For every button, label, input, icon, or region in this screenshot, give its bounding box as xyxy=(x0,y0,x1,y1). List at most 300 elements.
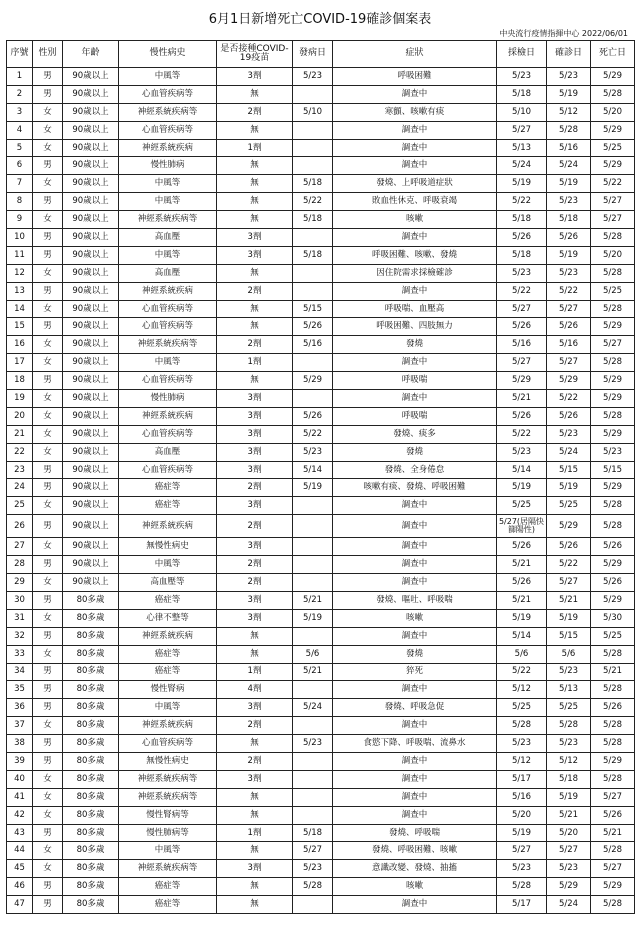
cell-death-date: 5/29 xyxy=(591,591,635,609)
cell-vaccine: 3劑 xyxy=(217,699,293,717)
cell-confirm-date: 5/19 xyxy=(547,246,591,264)
cell-confirm-date: 5/28 xyxy=(547,717,591,735)
cell-onset xyxy=(293,139,333,157)
cell-confirm-date: 5/18 xyxy=(547,770,591,788)
table-row xyxy=(7,461,635,479)
cell-age: 80多歲 xyxy=(63,752,119,770)
cell-test-date: 5/21 xyxy=(497,591,547,609)
cell-death-date: 5/29 xyxy=(591,157,635,175)
cell-onset xyxy=(293,770,333,788)
cell-symptoms: 調查中 xyxy=(333,139,497,157)
cell-vaccine: 無 xyxy=(217,372,293,390)
cell-symptoms: 調查中 xyxy=(333,390,497,408)
cell-test-date: 5/20 xyxy=(497,806,547,824)
table-row xyxy=(7,139,635,157)
cell-no: 15 xyxy=(7,318,33,336)
cell-sex: 男 xyxy=(33,318,63,336)
cell-sex: 女 xyxy=(33,264,63,282)
header-onset: 發病日 xyxy=(293,41,333,68)
cell-test-date: 5/19 xyxy=(497,609,547,627)
cell-symptoms: 調查中 xyxy=(333,627,497,645)
cell-test-date: 5/16 xyxy=(497,336,547,354)
cell-history: 心血管疾病等 xyxy=(119,121,217,139)
cell-sex: 男 xyxy=(33,752,63,770)
cell-onset xyxy=(293,538,333,556)
cell-age: 80多歲 xyxy=(63,842,119,860)
cell-history: 神經系統疾病 xyxy=(119,139,217,157)
cell-symptoms: 調查中 xyxy=(333,574,497,592)
cell-confirm-date: 5/27 xyxy=(547,354,591,372)
cell-symptoms: 調查中 xyxy=(333,717,497,735)
cell-onset: 5/29 xyxy=(293,372,333,390)
cell-history: 癌症等 xyxy=(119,479,217,497)
cell-age: 80多歲 xyxy=(63,663,119,681)
cell-sex: 男 xyxy=(33,681,63,699)
cell-history: 心血管疾病等 xyxy=(119,461,217,479)
cell-confirm-date: 5/27 xyxy=(547,574,591,592)
cell-sex: 男 xyxy=(33,282,63,300)
cell-test-date: 5/19 xyxy=(497,479,547,497)
cell-age: 80多歲 xyxy=(63,735,119,753)
cell-death-date: 5/29 xyxy=(591,68,635,86)
cell-onset: 5/18 xyxy=(293,824,333,842)
cell-history: 無慢性病史 xyxy=(119,538,217,556)
cell-onset xyxy=(293,497,333,515)
cell-confirm-date: 5/19 xyxy=(547,175,591,193)
cell-vaccine: 1劑 xyxy=(217,139,293,157)
cell-confirm-date: 5/28 xyxy=(547,121,591,139)
table-row xyxy=(7,211,635,229)
cell-vaccine: 1劑 xyxy=(217,354,293,372)
cell-history: 癌症等 xyxy=(119,591,217,609)
cell-no: 35 xyxy=(7,681,33,699)
cell-death-date: 5/22 xyxy=(591,175,635,193)
cell-age: 90歲以上 xyxy=(63,229,119,247)
cell-age: 90歲以上 xyxy=(63,246,119,264)
cell-no: 29 xyxy=(7,574,33,592)
cell-age: 90歲以上 xyxy=(63,193,119,211)
cell-age: 90歲以上 xyxy=(63,372,119,390)
cell-death-date: 5/28 xyxy=(591,85,635,103)
cell-sex: 女 xyxy=(33,538,63,556)
cell-age: 90歲以上 xyxy=(63,538,119,556)
header-confirm-date: 確診日 xyxy=(547,41,591,68)
cell-symptoms: 調查中 xyxy=(333,157,497,175)
cell-test-date: 5/23 xyxy=(497,860,547,878)
cell-death-date: 5/29 xyxy=(591,121,635,139)
cell-history: 癌症等 xyxy=(119,663,217,681)
cell-death-date: 5/27 xyxy=(591,193,635,211)
cell-history: 慢性肺病 xyxy=(119,390,217,408)
cell-history: 心血管疾病等 xyxy=(119,425,217,443)
cell-death-date: 5/28 xyxy=(591,681,635,699)
cell-onset: 5/22 xyxy=(293,193,333,211)
cell-no: 4 xyxy=(7,121,33,139)
cell-age: 80多歲 xyxy=(63,699,119,717)
cell-test-date: 5/22 xyxy=(497,282,547,300)
cell-vaccine: 無 xyxy=(217,735,293,753)
cell-death-date: 5/25 xyxy=(591,139,635,157)
cell-onset xyxy=(293,806,333,824)
cell-death-date: 5/26 xyxy=(591,538,635,556)
table-row xyxy=(7,390,635,408)
cell-onset: 5/6 xyxy=(293,645,333,663)
cell-confirm-date: 5/25 xyxy=(547,497,591,515)
cell-history: 無慢性病史 xyxy=(119,752,217,770)
cell-history: 高血壓 xyxy=(119,229,217,247)
cell-history: 中風等 xyxy=(119,556,217,574)
cell-onset: 5/24 xyxy=(293,699,333,717)
cell-onset: 5/19 xyxy=(293,479,333,497)
cell-no: 7 xyxy=(7,175,33,193)
cell-sex: 男 xyxy=(33,699,63,717)
table-row xyxy=(7,425,635,443)
cell-death-date: 5/27 xyxy=(591,211,635,229)
cell-test-date: 5/25 xyxy=(497,497,547,515)
cell-onset: 5/22 xyxy=(293,425,333,443)
cell-vaccine: 無 xyxy=(217,300,293,318)
cell-death-date: 5/28 xyxy=(591,735,635,753)
cell-no: 34 xyxy=(7,663,33,681)
header-death-date: 死亡日 xyxy=(591,41,635,68)
cell-symptoms: 發燒、呼吸困難、咳嗽 xyxy=(333,842,497,860)
cell-vaccine: 3劑 xyxy=(217,229,293,247)
cell-death-date: 5/28 xyxy=(591,770,635,788)
cell-history: 中風等 xyxy=(119,842,217,860)
table-row xyxy=(7,264,635,282)
table-row xyxy=(7,627,635,645)
cell-history: 神經系統疾病 xyxy=(119,282,217,300)
cell-vaccine: 無 xyxy=(217,85,293,103)
cell-sex: 女 xyxy=(33,860,63,878)
cell-symptoms: 調查中 xyxy=(333,497,497,515)
cell-no: 1 xyxy=(7,68,33,86)
cell-test-date: 5/17 xyxy=(497,770,547,788)
cell-sex: 女 xyxy=(33,806,63,824)
cell-sex: 男 xyxy=(33,85,63,103)
cell-symptoms: 咳嗽有痰、發燒、呼吸困難 xyxy=(333,479,497,497)
cell-age: 80多歲 xyxy=(63,609,119,627)
cell-onset: 5/23 xyxy=(293,735,333,753)
cell-vaccine: 無 xyxy=(217,211,293,229)
table-row xyxy=(7,556,635,574)
cell-sex: 女 xyxy=(33,300,63,318)
cell-age: 90歲以上 xyxy=(63,461,119,479)
cell-no: 31 xyxy=(7,609,33,627)
cell-no: 25 xyxy=(7,497,33,515)
cell-age: 90歲以上 xyxy=(63,354,119,372)
cell-history: 癌症等 xyxy=(119,645,217,663)
cell-sex: 女 xyxy=(33,390,63,408)
cell-onset xyxy=(293,85,333,103)
cell-age: 90歲以上 xyxy=(63,139,119,157)
cell-confirm-date: 5/24 xyxy=(547,443,591,461)
cell-death-date: 5/26 xyxy=(591,699,635,717)
cell-test-date: 5/26 xyxy=(497,318,547,336)
cell-symptoms: 發燒 xyxy=(333,336,497,354)
table-row xyxy=(7,645,635,663)
cell-age: 90歲以上 xyxy=(63,336,119,354)
table-row xyxy=(7,515,635,538)
cell-history: 神經系統疾病等 xyxy=(119,860,217,878)
table-row xyxy=(7,193,635,211)
table-row xyxy=(7,157,635,175)
cell-death-date: 5/30 xyxy=(591,609,635,627)
table-row xyxy=(7,443,635,461)
cell-symptoms: 調查中 xyxy=(333,788,497,806)
source-note: 中央流行疫情指揮中心 2022/06/01 xyxy=(499,29,628,38)
cell-sex: 女 xyxy=(33,609,63,627)
cell-sex: 女 xyxy=(33,574,63,592)
cell-no: 33 xyxy=(7,645,33,663)
cell-history: 高血壓等 xyxy=(119,574,217,592)
cell-sex: 男 xyxy=(33,878,63,896)
cell-symptoms: 調查中 xyxy=(333,121,497,139)
cell-sex: 女 xyxy=(33,354,63,372)
cell-onset xyxy=(293,752,333,770)
table-row xyxy=(7,538,635,556)
cell-history: 神經系統疾病等 xyxy=(119,788,217,806)
cell-death-date: 5/28 xyxy=(591,645,635,663)
table-row xyxy=(7,103,635,121)
cell-sex: 女 xyxy=(33,336,63,354)
header-test-date: 採檢日 xyxy=(497,41,547,68)
cell-age: 90歲以上 xyxy=(63,479,119,497)
cell-history: 中風等 xyxy=(119,193,217,211)
cell-history: 高血壓 xyxy=(119,443,217,461)
cell-vaccine: 2劑 xyxy=(217,574,293,592)
cell-symptoms: 意識改變、發燒、抽搐 xyxy=(333,860,497,878)
cell-vaccine: 3劑 xyxy=(217,407,293,425)
table-row xyxy=(7,609,635,627)
cell-age: 90歲以上 xyxy=(63,68,119,86)
cell-confirm-date: 5/23 xyxy=(547,663,591,681)
cell-sex: 男 xyxy=(33,68,63,86)
cell-sex: 女 xyxy=(33,770,63,788)
cell-confirm-date: 5/18 xyxy=(547,211,591,229)
cell-vaccine: 無 xyxy=(217,318,293,336)
cell-no: 37 xyxy=(7,717,33,735)
cell-symptoms: 食慾下降、呼吸喘、流鼻水 xyxy=(333,735,497,753)
table-row xyxy=(7,842,635,860)
cell-death-date: 5/29 xyxy=(591,556,635,574)
table-row xyxy=(7,318,635,336)
cell-symptoms: 呼吸喘 xyxy=(333,407,497,425)
cell-death-date: 5/29 xyxy=(591,752,635,770)
cell-sex: 男 xyxy=(33,157,63,175)
cell-onset xyxy=(293,282,333,300)
cell-no: 16 xyxy=(7,336,33,354)
cell-no: 27 xyxy=(7,538,33,556)
cell-death-date: 5/28 xyxy=(591,264,635,282)
cell-symptoms: 呼吸喘 xyxy=(333,372,497,390)
table-row xyxy=(7,878,635,896)
cell-vaccine: 3劑 xyxy=(217,770,293,788)
cell-onset: 5/10 xyxy=(293,103,333,121)
cell-test-date: 5/23 xyxy=(497,264,547,282)
cell-age: 90歲以上 xyxy=(63,121,119,139)
cell-sex: 女 xyxy=(33,175,63,193)
cell-onset: 5/23 xyxy=(293,860,333,878)
cell-vaccine: 1劑 xyxy=(217,824,293,842)
cell-onset xyxy=(293,717,333,735)
cell-history: 心血管疾病等 xyxy=(119,85,217,103)
cell-history: 神經系統疾病等 xyxy=(119,211,217,229)
cell-confirm-date: 5/26 xyxy=(547,318,591,336)
cell-no: 20 xyxy=(7,407,33,425)
cell-vaccine: 2劑 xyxy=(217,479,293,497)
cell-confirm-date: 5/25 xyxy=(547,699,591,717)
cell-death-date: 5/27 xyxy=(591,860,635,878)
cell-test-date: 5/27 xyxy=(497,354,547,372)
cell-test-date: 5/14 xyxy=(497,627,547,645)
cell-test-date: 5/26 xyxy=(497,538,547,556)
cell-vaccine: 無 xyxy=(217,788,293,806)
cell-sex: 女 xyxy=(33,103,63,121)
cell-onset: 5/26 xyxy=(293,318,333,336)
cell-vaccine: 無 xyxy=(217,175,293,193)
cell-history: 神經系統疾病等 xyxy=(119,103,217,121)
cell-history: 心血管疾病等 xyxy=(119,372,217,390)
cell-vaccine: 3劑 xyxy=(217,497,293,515)
cell-symptoms: 調查中 xyxy=(333,556,497,574)
cell-symptoms: 咳嗽 xyxy=(333,878,497,896)
cell-history: 心律不整等 xyxy=(119,609,217,627)
table-row xyxy=(7,788,635,806)
cell-test-date: 5/6 xyxy=(497,645,547,663)
cell-symptoms: 發燒 xyxy=(333,443,497,461)
cell-history: 慢性肺病 xyxy=(119,157,217,175)
cell-test-date: 5/26 xyxy=(497,229,547,247)
table-row xyxy=(7,860,635,878)
cell-history: 癌症等 xyxy=(119,878,217,896)
cell-symptoms: 發燒、嘔吐、呼吸喘 xyxy=(333,591,497,609)
cell-age: 90歲以上 xyxy=(63,390,119,408)
cell-history: 癌症等 xyxy=(119,497,217,515)
cell-confirm-date: 5/16 xyxy=(547,336,591,354)
cell-vaccine: 2劑 xyxy=(217,103,293,121)
cell-sex: 女 xyxy=(33,425,63,443)
cell-vaccine: 3劑 xyxy=(217,246,293,264)
cell-no: 10 xyxy=(7,229,33,247)
cell-history: 神經系統疾病等 xyxy=(119,770,217,788)
cell-sex: 男 xyxy=(33,556,63,574)
table-row xyxy=(7,824,635,842)
cell-history: 慢性肺病等 xyxy=(119,824,217,842)
cell-age: 80多歲 xyxy=(63,770,119,788)
cell-history: 中風等 xyxy=(119,68,217,86)
cell-death-date: 5/23 xyxy=(591,443,635,461)
cell-test-date: 5/17 xyxy=(497,896,547,914)
cell-no: 41 xyxy=(7,788,33,806)
cell-no: 8 xyxy=(7,193,33,211)
cell-confirm-date: 5/29 xyxy=(547,372,591,390)
cell-age: 90歲以上 xyxy=(63,157,119,175)
cell-no: 46 xyxy=(7,878,33,896)
cell-vaccine: 無 xyxy=(217,264,293,282)
cell-symptoms: 調查中 xyxy=(333,752,497,770)
cell-onset xyxy=(293,627,333,645)
cell-age: 80多歲 xyxy=(63,860,119,878)
cell-sex: 男 xyxy=(33,591,63,609)
cell-age: 90歲以上 xyxy=(63,85,119,103)
cell-confirm-date: 5/23 xyxy=(547,425,591,443)
cell-symptoms: 因住院需求採檢確診 xyxy=(333,264,497,282)
cell-confirm-date: 5/13 xyxy=(547,681,591,699)
cell-age: 80多歲 xyxy=(63,806,119,824)
cell-test-date: 5/23 xyxy=(497,68,547,86)
cell-history: 神經系統疾病 xyxy=(119,717,217,735)
cell-age: 90歲以上 xyxy=(63,425,119,443)
page-title: 6月1日新增死亡COVID-19確診個案表 xyxy=(208,12,432,27)
cell-onset xyxy=(293,574,333,592)
cell-vaccine: 無 xyxy=(217,645,293,663)
cell-symptoms: 呼吸困難、四肢無力 xyxy=(333,318,497,336)
cell-confirm-date: 5/15 xyxy=(547,461,591,479)
cell-death-date: 5/28 xyxy=(591,842,635,860)
cell-sex: 男 xyxy=(33,627,63,645)
cell-confirm-date: 5/26 xyxy=(547,538,591,556)
cell-sex: 女 xyxy=(33,717,63,735)
cell-sex: 男 xyxy=(33,515,63,538)
cell-onset xyxy=(293,681,333,699)
cell-age: 80多歲 xyxy=(63,824,119,842)
cell-age: 90歲以上 xyxy=(63,211,119,229)
cell-age: 80多歲 xyxy=(63,645,119,663)
cell-onset: 5/18 xyxy=(293,211,333,229)
cell-sex: 女 xyxy=(33,139,63,157)
table-row xyxy=(7,336,635,354)
cell-onset xyxy=(293,390,333,408)
table-row xyxy=(7,300,635,318)
cell-sex: 女 xyxy=(33,842,63,860)
cell-age: 90歲以上 xyxy=(63,515,119,538)
cell-history: 中風等 xyxy=(119,354,217,372)
cell-test-date: 5/10 xyxy=(497,103,547,121)
cell-no: 3 xyxy=(7,103,33,121)
cell-age: 80多歲 xyxy=(63,591,119,609)
cell-death-date: 5/20 xyxy=(591,103,635,121)
cell-symptoms: 發燒、全身倦怠 xyxy=(333,461,497,479)
cell-sex: 女 xyxy=(33,443,63,461)
cell-no: 17 xyxy=(7,354,33,372)
table-row xyxy=(7,591,635,609)
cell-sex: 女 xyxy=(33,407,63,425)
cell-no: 43 xyxy=(7,824,33,842)
cell-no: 14 xyxy=(7,300,33,318)
cell-onset: 5/18 xyxy=(293,246,333,264)
cell-no: 30 xyxy=(7,591,33,609)
cell-test-date: 5/13 xyxy=(497,139,547,157)
cell-test-date: 5/19 xyxy=(497,175,547,193)
cell-no: 40 xyxy=(7,770,33,788)
cell-onset: 5/16 xyxy=(293,336,333,354)
cell-test-date: 5/22 xyxy=(497,663,547,681)
cell-death-date: 5/29 xyxy=(591,878,635,896)
table-header-row xyxy=(7,41,635,68)
cell-onset xyxy=(293,229,333,247)
cell-history: 神經系統疾病等 xyxy=(119,336,217,354)
cell-death-date: 5/29 xyxy=(591,390,635,408)
cell-confirm-date: 5/20 xyxy=(547,824,591,842)
cell-vaccine: 3劑 xyxy=(217,443,293,461)
cell-test-date: 5/25 xyxy=(497,699,547,717)
cell-no: 44 xyxy=(7,842,33,860)
cell-no: 28 xyxy=(7,556,33,574)
cell-no: 42 xyxy=(7,806,33,824)
cell-confirm-date: 5/19 xyxy=(547,609,591,627)
cell-death-date: 5/21 xyxy=(591,824,635,842)
